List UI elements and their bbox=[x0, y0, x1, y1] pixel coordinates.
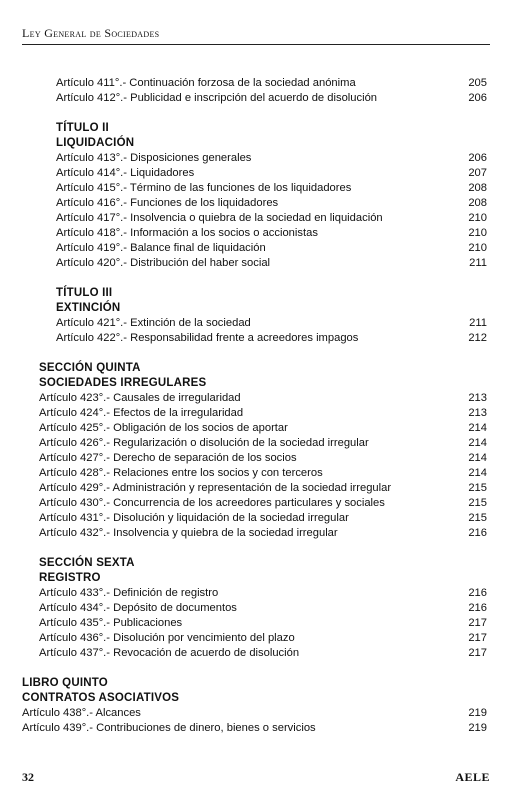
toc-entry bbox=[39, 391, 487, 406]
toc-entry-page: 217 bbox=[468, 647, 487, 659]
toc-entry-label: Artículo 414°.- Liquidadores bbox=[56, 167, 195, 179]
running-header-title: Ley General de Sociedades bbox=[22, 26, 160, 40]
toc-entry-label: Artículo 437°.- Revocación de acuerdo de disolución bbox=[39, 647, 300, 659]
toc-entry-page: 215 bbox=[468, 512, 487, 524]
toc-entry-page: 212 bbox=[468, 332, 487, 344]
running-header bbox=[22, 26, 490, 45]
section-subheading: SOCIEDADES IRREGULARES bbox=[39, 377, 207, 389]
toc-entry-label: Artículo 413°.- Disposiciones generales bbox=[56, 152, 252, 164]
toc-entry-page: 216 bbox=[468, 587, 487, 599]
toc-entry-page: 205 bbox=[468, 77, 487, 89]
toc-entry bbox=[39, 631, 487, 646]
toc-entry bbox=[56, 211, 487, 226]
toc-entry bbox=[39, 406, 487, 421]
toc-entry-label: Artículo 422°.- Responsabilidad frente a acreedores impagos bbox=[56, 332, 359, 344]
toc-entry bbox=[39, 616, 487, 631]
toc-entry-page: 216 bbox=[468, 527, 487, 539]
toc-group-seccion-sexta bbox=[0, 556, 510, 661]
toc-entry-label: Artículo 432°.- Insolvencia y quiebra de la sociedad irregular bbox=[39, 527, 338, 539]
toc-entry-label: Artículo 439°.- Contribuciones de dinero, bienes o servicios bbox=[22, 722, 316, 734]
toc-entry-page: 214 bbox=[468, 437, 487, 449]
book-subheading: CONTRATOS ASOCIATIVOS bbox=[22, 692, 180, 704]
section-heading: SECCIÓN SEXTA bbox=[39, 557, 135, 569]
toc-entry-page: 207 bbox=[468, 167, 487, 179]
toc-entry-page: 217 bbox=[468, 617, 487, 629]
section-heading: TÍTULO II bbox=[56, 122, 109, 134]
toc-entry bbox=[56, 331, 487, 346]
toc-entry-page: 211 bbox=[469, 317, 487, 329]
toc-entry-page: 214 bbox=[468, 467, 487, 479]
toc-group-disolucion-end bbox=[0, 76, 510, 106]
toc-entry-label: Artículo 423°.- Causales de irregularidad bbox=[39, 392, 241, 404]
toc-entry-page: 206 bbox=[468, 152, 487, 164]
toc-entry-label: Artículo 424°.- Efectos de la irregularidad bbox=[39, 407, 244, 419]
toc-entry bbox=[56, 91, 487, 106]
toc-group-libro-quinto bbox=[0, 676, 510, 736]
toc-entry-label: Artículo 419°.- Balance final de liquidación bbox=[56, 242, 266, 254]
toc-entry-page: 215 bbox=[468, 497, 487, 509]
toc-entry-label: Artículo 430°.- Concurrencia de los acreedores particulares y sociales bbox=[39, 497, 385, 509]
toc-entry-page: 210 bbox=[468, 242, 487, 254]
toc-entry-label: Artículo 436°.- Disolución por vencimiento del plazo bbox=[39, 632, 295, 644]
toc-entry-label: Artículo 416°.- Funciones de los liquidadores bbox=[56, 197, 279, 209]
toc-entry-page: 213 bbox=[468, 392, 487, 404]
toc-entry-page: 217 bbox=[468, 632, 487, 644]
toc-entry-label: Artículo 431°.- Disolución y liquidación de la sociedad irregular bbox=[39, 512, 349, 524]
toc-entry-label: Artículo 438°.- Alcances bbox=[22, 707, 141, 719]
toc-group-titulo-iii bbox=[0, 286, 510, 346]
toc-entry bbox=[39, 601, 487, 616]
table-of-contents bbox=[0, 76, 510, 736]
toc-entry-page: 214 bbox=[468, 422, 487, 434]
toc-entry-page: 206 bbox=[468, 92, 487, 104]
toc-entry-page: 208 bbox=[468, 182, 487, 194]
publisher-logo: AELE bbox=[455, 770, 490, 784]
toc-entry-page: 210 bbox=[468, 212, 487, 224]
section-heading: TÍTULO III bbox=[56, 287, 113, 299]
toc-entry-page: 213 bbox=[468, 407, 487, 419]
toc-entry-page: 211 bbox=[469, 257, 487, 269]
toc-entry-label: Artículo 411°.- Continuación forzosa de la sociedad anónima bbox=[56, 77, 356, 89]
toc-entry bbox=[39, 511, 487, 526]
toc-entry-label: Artículo 417°.- Insolvencia o quiebra de la sociedad en liquidación bbox=[56, 212, 383, 224]
section-subheading: EXTINCIÓN bbox=[56, 302, 121, 314]
section-subheading: REGISTRO bbox=[39, 572, 101, 584]
section-heading: SECCIÓN QUINTA bbox=[39, 362, 141, 374]
toc-group-seccion-quinta bbox=[0, 361, 510, 541]
toc-entry bbox=[39, 466, 487, 481]
toc-entry-label: Artículo 425°.- Obligación de los socios de aportar bbox=[39, 422, 288, 434]
toc-entry bbox=[56, 316, 487, 331]
toc-entry bbox=[56, 256, 487, 271]
toc-group-titulo-ii bbox=[0, 121, 510, 271]
toc-entry bbox=[39, 451, 487, 466]
toc-entry bbox=[56, 151, 487, 166]
toc-entry bbox=[39, 436, 487, 451]
toc-entry bbox=[56, 226, 487, 241]
toc-entry bbox=[56, 166, 487, 181]
toc-entry bbox=[39, 496, 487, 511]
toc-entry-label: Artículo 433°.- Definición de registro bbox=[39, 587, 219, 599]
toc-entry-label: Artículo 429°.- Administración y representación de la sociedad irregular bbox=[39, 482, 392, 494]
toc-entry-page: 215 bbox=[468, 482, 487, 494]
toc-entry-label: Artículo 428°.- Relaciones entre los socios y con terceros bbox=[39, 467, 323, 479]
toc-entry-label: Artículo 418°.- Información a los socios o accionistas bbox=[56, 227, 318, 239]
toc-entry bbox=[56, 196, 487, 211]
toc-entry bbox=[39, 421, 487, 436]
toc-entry bbox=[56, 181, 487, 196]
toc-entry-page: 208 bbox=[468, 197, 487, 209]
toc-entry-page: 219 bbox=[468, 722, 487, 734]
toc-entry-page: 214 bbox=[468, 452, 487, 464]
toc-entry-page: 219 bbox=[468, 707, 487, 719]
toc-entry bbox=[22, 721, 487, 736]
toc-entry-label: Artículo 415°.- Término de las funciones de los liquidadores bbox=[56, 182, 352, 194]
toc-entry-page: 216 bbox=[468, 602, 487, 614]
toc-entry-label: Artículo 420°.- Distribución del haber social bbox=[56, 257, 271, 269]
book-heading: LIBRO QUINTO bbox=[22, 677, 108, 689]
toc-entry-label: Artículo 435°.- Publicaciones bbox=[39, 617, 183, 629]
toc-entry-page: 210 bbox=[468, 227, 487, 239]
page-number: 32 bbox=[22, 770, 34, 784]
toc-entry-label: Artículo 427°.- Derecho de separación de los socios bbox=[39, 452, 297, 464]
toc-entry-label: Artículo 412°.- Publicidad e inscripción del acuerdo de disolución bbox=[56, 92, 378, 104]
toc-entry-label: Artículo 434°.- Depósito de documentos bbox=[39, 602, 237, 614]
toc-entry bbox=[22, 706, 487, 721]
toc-entry bbox=[39, 586, 487, 601]
toc-entry bbox=[39, 526, 487, 541]
toc-entry-label: Artículo 421°.- Extinción de la sociedad bbox=[56, 317, 251, 329]
section-subheading: LIQUIDACIÓN bbox=[56, 137, 135, 149]
toc-entry-label: Artículo 426°.- Regularización o disolución de la sociedad irregular bbox=[39, 437, 369, 449]
toc-entry bbox=[39, 646, 487, 661]
toc-entry bbox=[56, 241, 487, 256]
toc-entry bbox=[56, 76, 487, 91]
toc-entry bbox=[39, 481, 487, 496]
